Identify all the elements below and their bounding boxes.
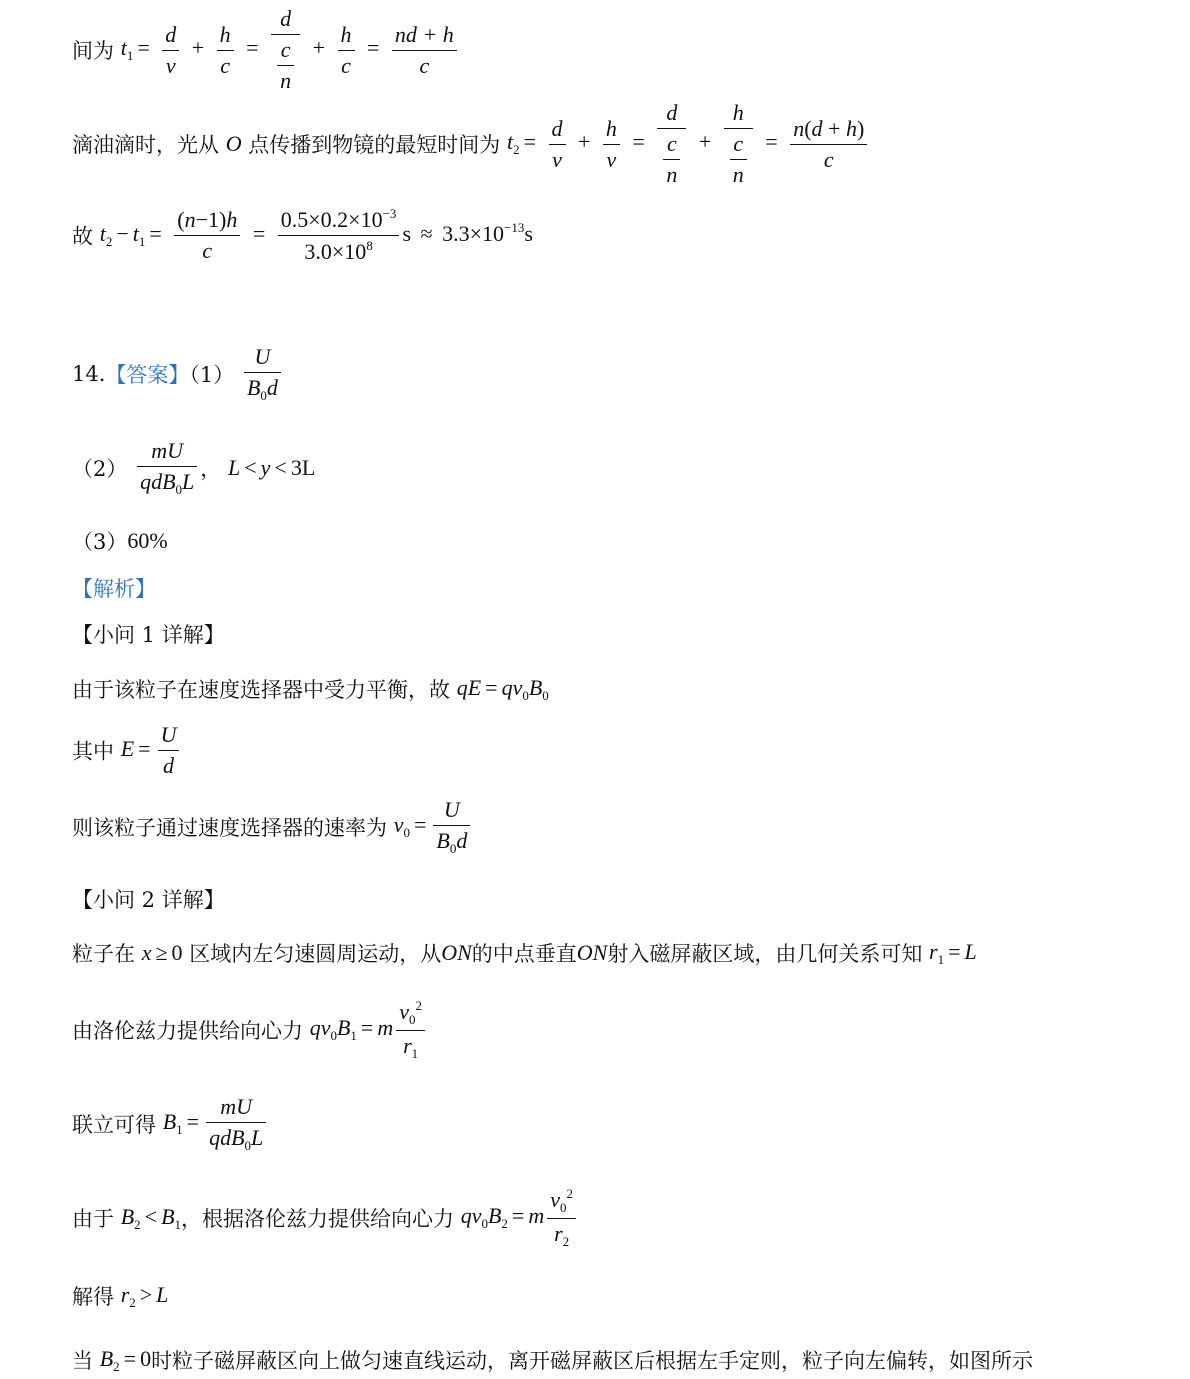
part-1-label: （1） [189,363,235,387]
s1-formula-3: $v_0$ = $\frac{U}{B_0d}$ [394,812,474,837]
diff-formula: $t_2 - t_1$ = $\frac{(n-1)h}{c}$ = $\frac{0.5\times 0.2\times 10^{-3}}{3.0\times 10^8}$ $s \approx 3.3\times 10^{-13}s$ [99,206,533,264]
t2-text-mid: 点传播到物镜的最短时间为 [248,133,501,157]
q14-answer-1 [72,344,284,404]
s2-line-4 [72,1186,579,1250]
equation-t1 [72,6,460,94]
answer-2-range: L < y < 3L [227,455,316,480]
s1-formula-2: E = $\frac{U}{d}$ [121,736,183,761]
s2-b-compare: $B_2 < B_1$ [120,1203,182,1232]
s2-x-condition: x ≥ 0 [141,940,183,965]
s1-line-3 [72,797,473,857]
calc-denominator: 3.0×10 [304,239,367,264]
t1-label-text: 间为 [72,39,114,63]
t2-formula: $t_2$ = $\frac{d}{v}$ + $\frac{h}{v}$ = $\frac{d}{\frac{c}{n}}$ + $\frac{h}{\frac{c}{n}}$ = $\frac{n(d + h)}{c}$ [507,129,870,154]
diff-text-prefix: 故 [72,224,93,249]
analysis-tag: 【解析】 [72,577,156,601]
s1-line-1-text: 由于该粒子在速度选择器中受力平衡，故 [72,678,450,702]
s1-line-2-text: 其中 [72,739,114,764]
point-o: O [225,131,242,156]
s2-b1-formula: $B_1$ = $\frac{mU}{qdB_0L}$ [163,1109,270,1134]
s2-line-6-text-b: 时粒子磁屏蔽区向上做匀速直线运动，离开磁屏蔽区后根据左手定则，粒子向左偏转，如图所示 [151,1349,1034,1373]
part-2-label: （2） [72,457,128,481]
q14-answer-2 [72,438,315,498]
s2-line-6-text-a: 当 [72,1349,93,1373]
t2-text-prefix: 滴油滴时，光从 [72,133,219,157]
s1-formula-1: qE = $qv_0B_0$ [456,674,549,703]
calc-denominator-exp: 8 [366,238,373,253]
s2-line-2-text: 由洛伦兹力提供给向心力 [72,1019,303,1043]
s2-r2-formula: $r_2 > L$ [120,1281,169,1310]
s2-line-1-text-b: 区域内左匀速圆周运动，从 [189,942,442,966]
s2-line-3-text: 联立可得 [72,1113,156,1137]
s2-line-1-text-d: 射入磁屏蔽区域，由几何关系可知 [607,942,923,966]
answer-2-formula: $\frac{mU}{qdB_0L}$ [137,438,197,498]
calc-result-exp: −13 [504,219,525,235]
s2-line-4-text-b: ，根据洛伦兹力提供给向心力 [181,1207,455,1231]
s2-lorentz-2: $qv_0B_2 = m$ $\frac{v_0^2}{r_2}$ [461,1203,579,1228]
unit-s-1: s [402,220,411,246]
equation-time-difference [72,206,533,265]
b2-zero-value: 0 [140,1345,152,1371]
s1-line-1 [72,674,549,704]
s2-line-2 [72,998,428,1062]
calc-numerator: 0.5×0.2×10 [280,207,383,232]
calc-result: 3.3×10 [442,220,504,246]
question-number: 14. [72,362,106,386]
part-3-label: （3） [72,530,128,554]
s2-r1-formula: $r_1 = L$ [929,938,977,967]
s2-line-6 [72,1345,1033,1375]
equation-t2 [72,100,870,188]
q14-answer-3 [72,526,168,556]
s2-lorentz-1: $qv_0B_1 = m$ $\frac{v_0^2}{r_1}$ [310,1015,428,1040]
s2-line-5-text: 解得 [72,1285,114,1309]
s2-line-1-text-c: 的中点垂直 [471,942,577,966]
s2-line-1 [72,938,977,968]
answer-1-formula: $\frac{U}{B_0d}$ [244,344,281,404]
s2-on-2: ON [576,940,608,965]
three-l: 3L [290,455,316,480]
answer-3-value: 60% [127,528,168,553]
t1-formula: $t_1$ = $\frac{d}{v}$ + $\frac{h}{c}$ = $\frac{d}{\frac{c}{n}}$ + $\frac{h}{c}$ = $\frac{nd + h}{c}$ [121,35,460,60]
answer-tag: 【答案】 [105,363,190,387]
unit-s-2: s [524,220,533,246]
sub-question-2-title: 【小问 2 详解】 [72,888,225,912]
s2-b2-zero: $B_2 = 0$ [99,1345,152,1374]
s2-line-5 [72,1281,168,1311]
s2-line-4-text-a: 由于 [72,1207,114,1231]
s1-line-3-text: 则该粒子通过速度选择器的速率为 [72,816,387,840]
s2-on-1: ON [441,940,472,965]
part-2-sep: ， [200,457,222,481]
s2-line-3 [72,1094,269,1154]
calc-numerator-exp: −3 [382,206,397,221]
sub-question-1-title: 【小问 1 详解】 [72,623,225,647]
s1-line-2 [72,722,182,779]
s2-line-1-text-a: 粒子在 [72,942,135,966]
